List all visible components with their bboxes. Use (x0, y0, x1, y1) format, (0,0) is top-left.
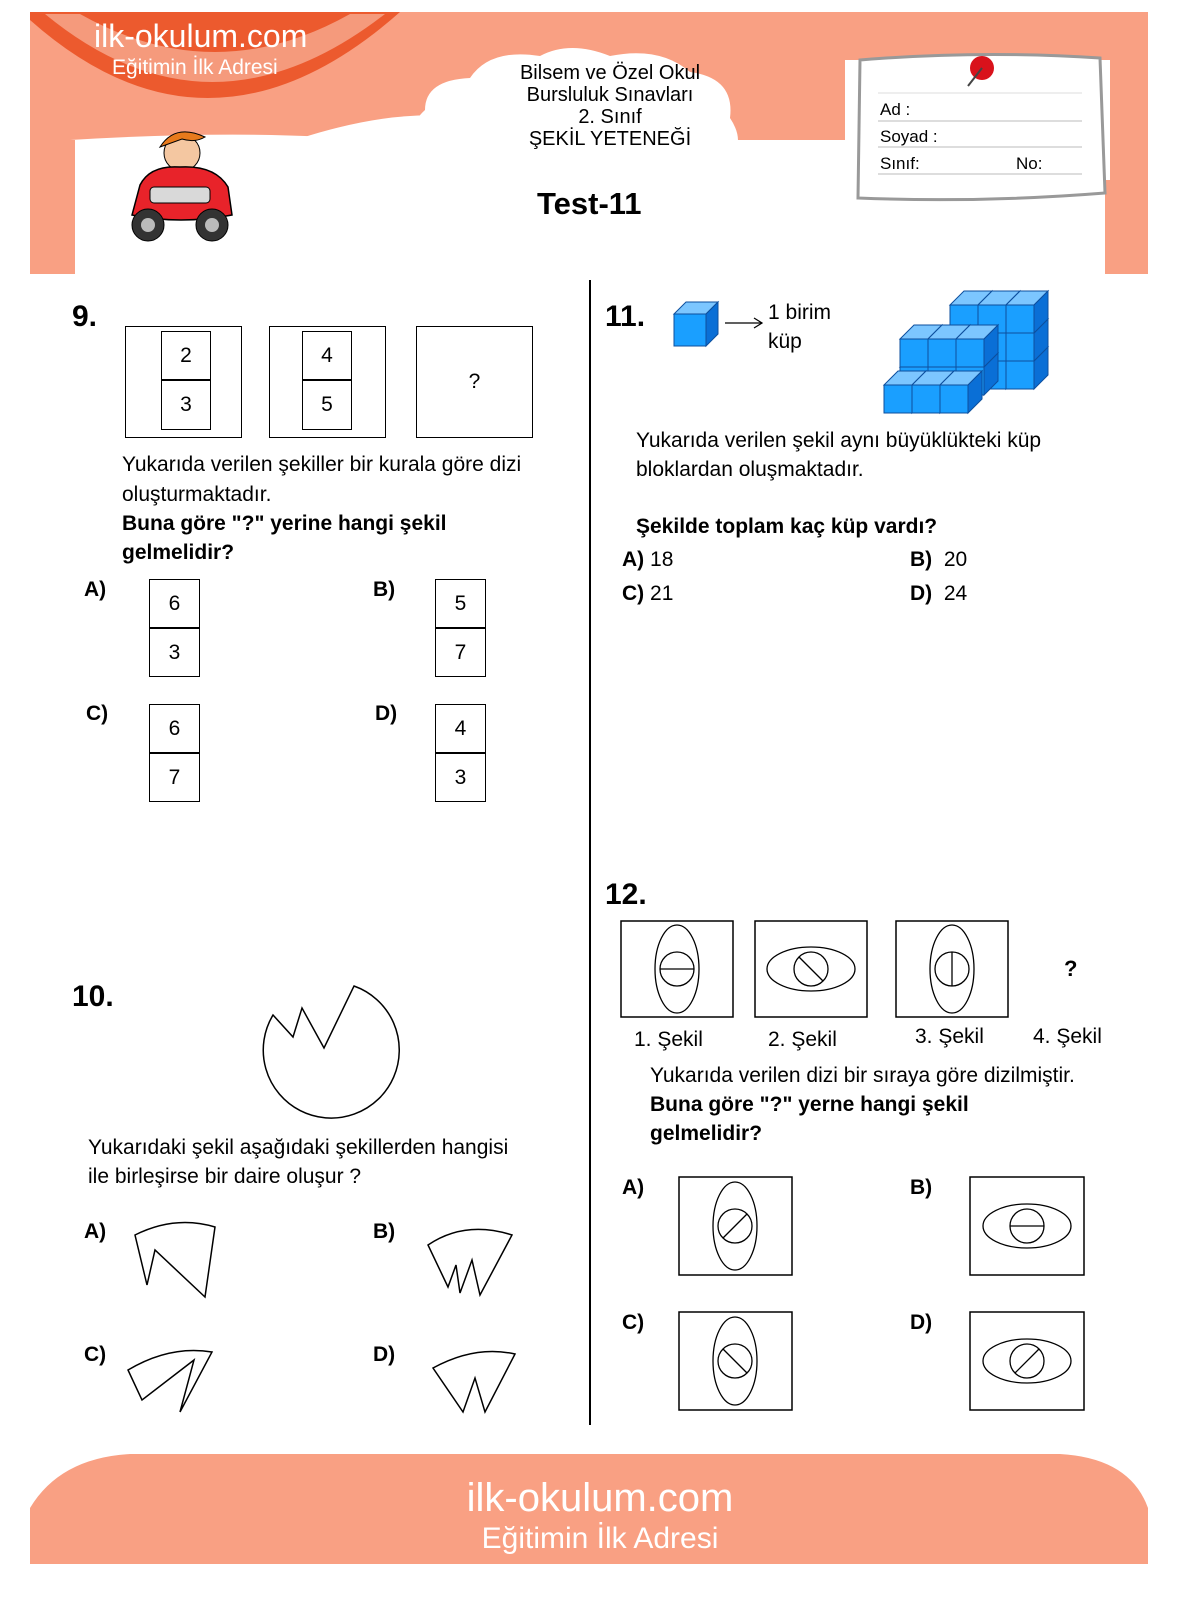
q11-text-line-1: Yukarıda verilen şekil aynı büyüklükteki küp (636, 429, 1042, 452)
caption-3: 3. Şekil (915, 1025, 984, 1048)
q10-option-c-shape[interactable] (120, 1340, 220, 1420)
q12-option-a-shape[interactable] (678, 1176, 793, 1276)
q9-option-b-label[interactable]: B) (373, 578, 396, 601)
footer-site-tagline: Eğitimin İlk Adresi (481, 1522, 719, 1555)
q9-option-b-bottom[interactable]: 7 (435, 628, 486, 677)
caption-2: 2. Şekil (768, 1028, 837, 1051)
sequence-2-top: 4 (302, 331, 352, 380)
q11-option-b[interactable] (910, 545, 967, 575)
q10-text-line-1: Yukarıdaki şekil aşağıdaki şekillerden hangisi (88, 1136, 509, 1159)
q11-option-d-value: 24 (943, 582, 968, 605)
q12-option-c-shape[interactable] (678, 1311, 793, 1411)
q9-option-c-label[interactable]: C) (86, 702, 109, 725)
question-number: 11. (605, 300, 646, 333)
q11-option-a-label: A) (622, 548, 645, 571)
sequence-1-top: 2 (161, 331, 211, 380)
sequence-unknown: ? (416, 326, 533, 438)
question-number: 10. (72, 980, 114, 1013)
sequence-shape-1 (620, 920, 734, 1018)
q9-text-line-1: Yukarıda verilen şekiller bir kurala göre dizi (122, 453, 522, 476)
sequence-shape-2 (754, 920, 868, 1018)
unit-label-line-2: küp (768, 330, 802, 353)
column-divider (589, 280, 591, 1425)
sequence-shape-3 (895, 920, 1009, 1018)
q9-option-b-top[interactable]: 5 (435, 579, 486, 628)
q10-option-c-label[interactable]: C) (84, 1343, 107, 1366)
number-label: No: (1016, 154, 1043, 173)
cloud-line-4: ŞEKİL YETENEĞİ (528, 128, 692, 150)
q11-option-b-value: 20 (943, 548, 968, 571)
q11-option-d[interactable] (910, 579, 967, 609)
q10-text-line-2: ile birleşirse bir daire oluşur ? (88, 1165, 362, 1188)
sequence-1-bottom: 3 (161, 380, 211, 430)
q9-option-d-label[interactable]: D) (375, 702, 398, 725)
class-label: Sınıf: (880, 154, 920, 173)
q12-option-d-label[interactable]: D) (910, 1311, 933, 1334)
header-site-name[interactable]: ilk-okulum.com (94, 18, 308, 54)
q9-option-a-bottom[interactable]: 3 (149, 628, 200, 677)
unit-label-line-1: 1 birim (768, 301, 832, 324)
cube-staircase-figure (880, 285, 1055, 420)
q11-text-line-2: bloklardan oluşmaktadır. (636, 458, 864, 481)
q10-option-a-label[interactable]: A) (84, 1220, 107, 1243)
q12-option-c-label[interactable]: C) (622, 1311, 645, 1334)
name-label: Ad : (880, 100, 911, 119)
q9-question-line-1: Buna göre "?" yerine hangi şekil (122, 512, 447, 535)
q10-option-b-shape[interactable] (420, 1215, 520, 1305)
q9-text-line-2: oluşturmaktadır. (122, 483, 272, 506)
surname-label: Soyad : (880, 127, 938, 146)
q11-option-d-label: D) (910, 582, 933, 605)
q10-option-a-shape[interactable] (125, 1215, 225, 1305)
cartoon-car-icon (120, 125, 240, 250)
sequence-2-bottom: 5 (302, 380, 352, 430)
q9-option-c-top[interactable]: 6 (149, 704, 200, 753)
q11-question: Şekilde toplam kaç küp vardı? (636, 515, 938, 538)
notched-circle-figure (250, 980, 400, 1120)
question-number: 12. (605, 878, 647, 911)
q12-question-line-1: Buna göre "?" yerne hangi şekil (650, 1093, 969, 1116)
q11-option-b-label: B) (910, 548, 933, 571)
q11-option-c-label: C) (622, 582, 645, 605)
q11-option-c[interactable] (622, 579, 673, 609)
cloud-line-3: 2. Sınıf (578, 106, 642, 128)
q9-option-a-label[interactable]: A) (84, 578, 107, 601)
q10-option-b-label[interactable]: B) (373, 1220, 396, 1243)
q12-option-d-shape[interactable] (969, 1311, 1085, 1411)
q12-option-b-label[interactable]: B) (910, 1176, 933, 1199)
q11-option-a-value: 18 (650, 548, 674, 571)
q12-text: Yukarıda verilen dizi bir sıraya göre dizilmiştir. (650, 1064, 1075, 1087)
cloud-line-1: Bilsem ve Özel Okul (519, 62, 701, 84)
q12-option-a-label[interactable]: A) (622, 1176, 645, 1199)
cloud-text (480, 62, 740, 150)
q9-question-line-2: gelmelidir? (122, 541, 235, 564)
test-title: Test-11 (537, 186, 642, 221)
cloud-line-2: Bursluluk Sınavları (526, 84, 694, 106)
q9-option-d-bottom[interactable]: 3 (435, 753, 486, 802)
q12-option-b-shape[interactable] (969, 1176, 1085, 1276)
caption-4: 4. Şekil (1033, 1025, 1102, 1048)
question-number: 9. (72, 300, 98, 333)
q10-option-d-shape[interactable] (425, 1340, 525, 1420)
q9-option-d-top[interactable]: 4 (435, 704, 486, 753)
q12-question-line-2: gelmelidir? (650, 1122, 763, 1145)
q11-option-a[interactable] (622, 545, 673, 575)
caption-1: 1. Şekil (634, 1028, 703, 1051)
header-site-tagline: Eğitimin İlk Adresi (112, 56, 278, 79)
q11-option-c-value: 21 (650, 582, 674, 605)
sequence-unknown: ? (1064, 956, 1078, 981)
q10-option-d-label[interactable]: D) (373, 1343, 396, 1366)
unit-cube-icon (670, 298, 770, 353)
q9-option-a-top[interactable]: 6 (149, 579, 200, 628)
q9-option-c-bottom[interactable]: 7 (149, 753, 200, 802)
footer-site-name[interactable]: ilk-okulum.com (466, 1476, 734, 1520)
